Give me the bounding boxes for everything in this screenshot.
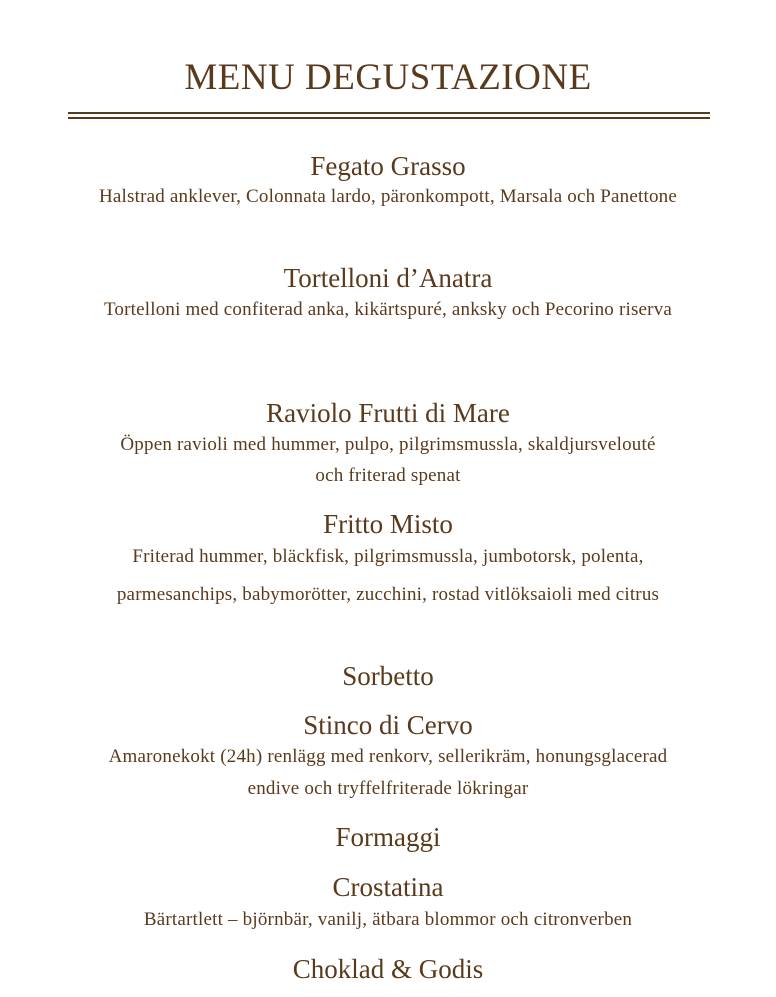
dish-name: Sorbetto: [342, 661, 434, 691]
menu-title: MENU DEGUSTAZIONE: [184, 57, 592, 98]
course-raviolo-frutti-di-mare: [0, 397, 776, 491]
dish-name: Fritto Misto: [323, 509, 453, 539]
dish-description: Öppen ravioli med hummer, pulpo, pilgrimsmussla, skaldjursvelouté och friterad spenat: [120, 434, 656, 486]
dish-name: Raviolo Frutti di Mare: [266, 398, 510, 428]
course-tortelloni-danatra: [0, 262, 776, 325]
dish-name: Fegato Grasso: [310, 151, 466, 181]
course-sorbetto: [0, 660, 776, 692]
dish-description: Friterad hummer, bläckfisk, pilgrimsmussla, jumbotorsk, polenta, parmesanchips, babymorötter, zucchini, rostad vitlöksaioli med citrus: [116, 546, 660, 605]
dish-description: Amaronekokt (24h) renlägg med renkorv, sellerikräm, honungsglacerad endive och tryffelfriterade lökringar: [108, 746, 668, 799]
course-fritto-misto: [0, 508, 776, 614]
course-crostatina: [0, 871, 776, 937]
course-fegato-grasso: [0, 150, 776, 212]
dish-name: Tortelloni d’Anatra: [283, 263, 493, 293]
dish-name: Crostatina: [332, 872, 444, 902]
course-formaggi: [0, 821, 776, 853]
dish-name: Formaggi: [335, 822, 441, 852]
dish-description: Halstrad anklever, Colonnata lardo, päronkompott, Marsala och Panettone: [99, 186, 677, 207]
course-choklad-godis: [0, 953, 776, 985]
dish-name: Stinco di Cervo: [303, 710, 473, 740]
dish-description: Tortelloni med confiterad anka, kikärtspuré, anksky och Pecorino riserva: [103, 299, 673, 320]
dish-name: Choklad & Godis: [292, 954, 484, 984]
title-divider-top: [68, 112, 710, 114]
title-divider-bottom: [68, 117, 710, 119]
course-stinco-di-cervo: [0, 709, 776, 805]
dish-description: Bärtartlett – björnbär, vanilj, ätbara blommor och citronverben: [143, 909, 633, 930]
